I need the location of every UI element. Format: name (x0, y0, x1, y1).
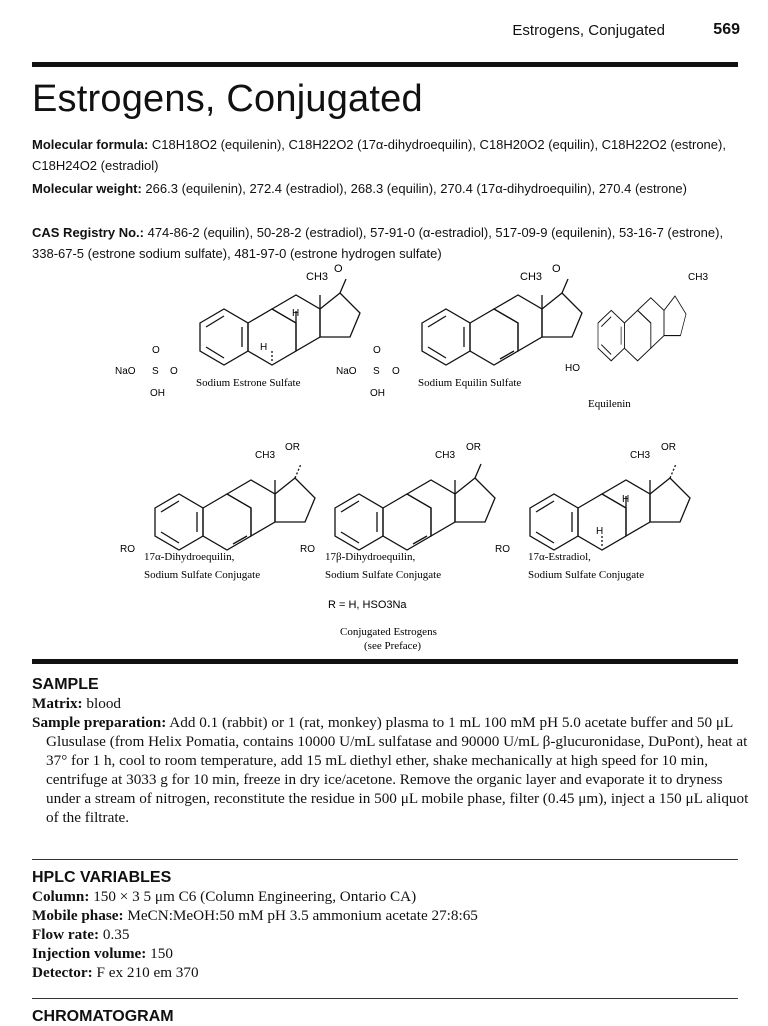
atom-ch3: CH3 (630, 450, 651, 461)
label-17a-dihydroequilin: 17α-Dihydroequilin, (144, 551, 235, 563)
atom-oh: OH (370, 388, 385, 399)
flow-rate-label: Flow rate: (32, 926, 100, 943)
structure-estrone-sulfate (200, 279, 360, 365)
atom-ch3: CH3 (688, 272, 709, 283)
atom-s: S (152, 366, 159, 377)
matrix-label: Matrix: (32, 695, 83, 712)
structure-17a-dihydroequilin (155, 464, 315, 550)
label-17b-dihydroequilin-conjugate: Sodium Sulfate Conjugate (325, 569, 442, 581)
chromatogram-rule (32, 998, 738, 999)
label-equilenin: Equilenin (588, 398, 631, 410)
molecular-weight-value: 266.3 (equilenin), 272.4 (estradiol), 268.3 (equilin), 270.4 (17α-dihydroequilin), 270.4 (estrone) (145, 181, 687, 196)
chemical-structures (110, 258, 710, 653)
page-number: 569 (713, 21, 740, 38)
atom-ch3: CH3 (255, 450, 276, 461)
structure-17b-dihydroequilin (335, 464, 495, 550)
atom-o: O (334, 263, 343, 275)
injection-volume-value: 150 (150, 945, 173, 962)
structure-equilenin (598, 296, 686, 361)
label-17a-dihydroequilin-conjugate: Sodium Sulfate Conjugate (144, 569, 261, 581)
caption-conjugated-estrogens: Conjugated Estrogens (340, 626, 437, 638)
caption-see-preface: (see Preface) (364, 640, 422, 652)
atom-or: OR (661, 442, 676, 453)
molecular-formula-value: C18H18O2 (equilenin), C18H22O2 (17α-dihydroequilin), C18H20O2 (equilin), C18H22O2 (estrone), C18H24O2 (estradiol) (32, 137, 726, 173)
r-definition: R = H, HSO3Na (328, 599, 407, 611)
molecular-weight (32, 178, 742, 199)
sample-prep-label: Sample preparation: (32, 714, 167, 731)
molecular-formula (32, 134, 742, 176)
sample-rule (32, 659, 738, 664)
atom-h: H (596, 526, 604, 537)
hplc-column (32, 887, 740, 906)
chromatogram-heading: CHROMATOGRAM (32, 1008, 174, 1025)
label-17a-estradiol-conjugate: Sodium Sulfate Conjugate (528, 569, 645, 581)
label-17a-estradiol: 17α-Estradiol, (528, 551, 591, 563)
atom-ch3: CH3 (520, 271, 543, 283)
injection-volume-label: Injection volume: (32, 945, 147, 962)
molecular-formula-label: Molecular formula: (32, 137, 149, 152)
atom-ch3: CH3 (306, 271, 329, 283)
atom-h: H (260, 342, 268, 353)
hplc-rule (32, 859, 738, 860)
hplc-heading: HPLC VARIABLES (32, 869, 172, 886)
matrix-value: blood (86, 695, 122, 712)
atom-o: O (392, 366, 400, 377)
cas-value: 474-86-2 (equilin), 50-28-2 (estradiol), 57-91-0 (α-estradiol), 517-09-9 (equilenin), 53-16-7 (estrone), 338-67-5 (estrone sodium sulfate), 481-97-0 (estrone hydrogen sulfate) (32, 225, 724, 261)
structure-equilin-sulfate (422, 279, 582, 365)
atom-ch3: CH3 (435, 450, 456, 461)
sample-matrix (32, 694, 740, 713)
label-sodium-equilin-sulfate: Sodium Equilin Sulfate (418, 377, 522, 389)
sample-prep-value: Add 0.1 (rabbit) or 1 (rat, monkey) plasma to 1 mL 100 mM pH 5.0 acetate buffer and 50 μL Glusulase (from Helix Pomatia, contains 10000 U/mL sulfatase and 90000 U/mL β-glucuronidase, DuPont), heat at 37° for 1 h, cool to room temperature, add 15 mL diethyl ether, shake mechanically at high speed for 10 min, centrifuge at 3033 g for 10 min, freeze in dry ice/acetone. Remove the organic layer and evaporate it to dryness under a stream of nitrogen, reconstitute the residue in 500 μL mobile phase, filter (0.45 μm), inject a 150 μL aliquot of the filtrate. (46, 714, 749, 826)
column-label: Column: (32, 888, 90, 905)
label-17b-dihydroequilin: 17β-Dihydroequilin, (325, 551, 416, 563)
atom-or: OR (285, 442, 300, 453)
atom-h: H (292, 308, 300, 319)
atom-oh: OH (150, 388, 165, 399)
atom-ro: RO (120, 544, 135, 555)
column-value: 150 × 3 5 μm C6 (Column Engineering, Ontario CA) (93, 888, 417, 905)
label-sodium-estrone-sulfate: Sodium Estrone Sulfate (196, 377, 301, 389)
page-title: Estrogens, Conjugated (32, 78, 423, 120)
molecular-weight-label: Molecular weight: (32, 181, 142, 196)
detector-label: Detector: (32, 964, 93, 981)
mobile-phase-label: Mobile phase: (32, 907, 124, 924)
atom-nao: NaO (336, 366, 357, 377)
running-title: Estrogens, Conjugated (512, 22, 665, 39)
title-rule (32, 62, 738, 67)
atom-or: OR (466, 442, 481, 453)
atom-o: O (170, 366, 178, 377)
atom-ho: HO (565, 363, 580, 374)
atom-o: O (152, 345, 160, 356)
sample-heading: SAMPLE (32, 676, 99, 693)
flow-rate-value: 0.35 (102, 926, 130, 943)
atom-o: O (552, 263, 561, 275)
cas-label: CAS Registry No.: (32, 225, 144, 240)
hplc-flow-rate (32, 925, 740, 944)
structure-17a-estradiol (530, 464, 690, 550)
sample-preparation (32, 713, 754, 827)
running-head (32, 22, 740, 42)
atom-o: O (373, 345, 381, 356)
atom-ro: RO (495, 544, 510, 555)
hplc-mobile-phase (32, 906, 740, 925)
hplc-detector (32, 963, 740, 982)
atom-h: H (622, 494, 630, 505)
atom-nao: NaO (115, 366, 136, 377)
detector-value: F ex 210 em 370 (96, 964, 199, 981)
atom-ro: RO (300, 544, 315, 555)
hplc-injection-volume (32, 944, 740, 963)
atom-s: S (373, 366, 380, 377)
mobile-phase-value: MeCN:MeOH:50 mM pH 3.5 ammonium acetate 27:8:65 (127, 907, 478, 924)
